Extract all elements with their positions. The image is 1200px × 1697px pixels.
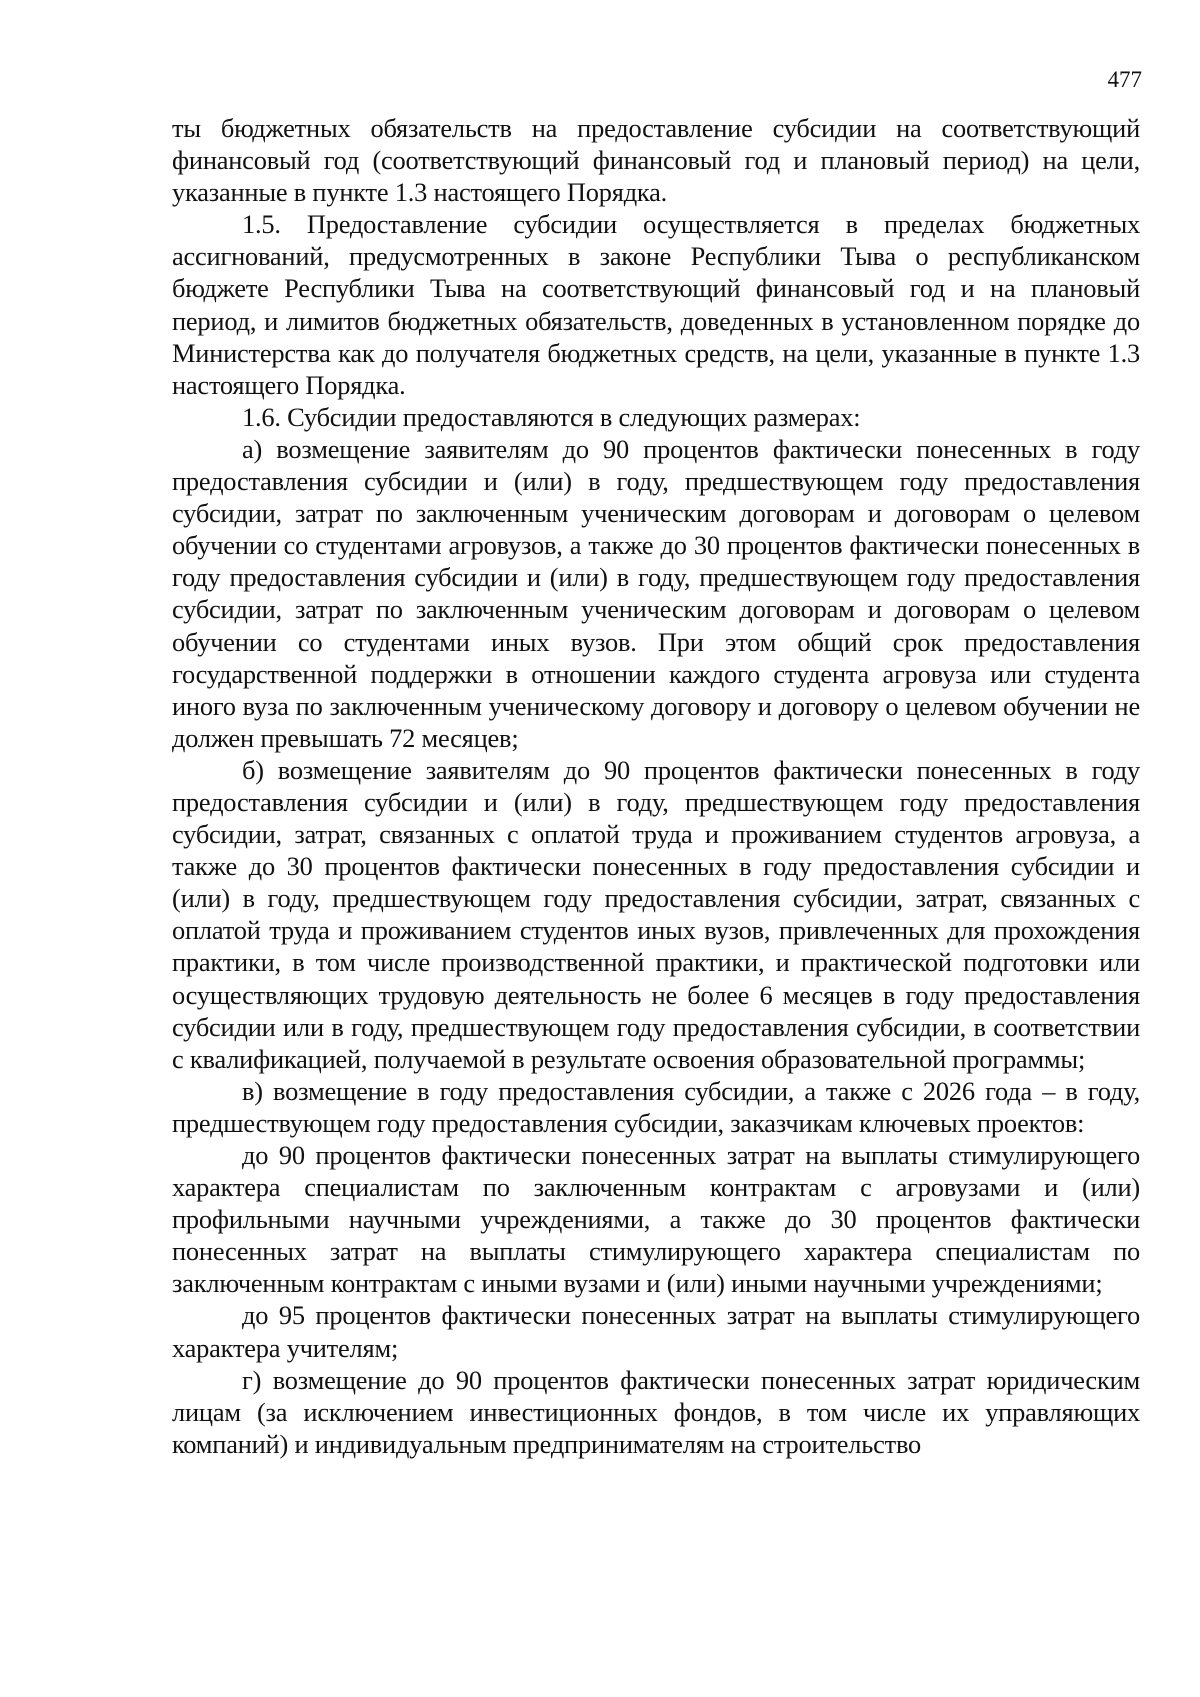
paragraph-item-g: г) возмещение до 90 процентов фактически понесенных затрат юридическим лицам (за исключением инвестиционных фондов, в том числе их управляющих компаний) и индивидуальным предпринимателям на строительство xyxy=(172,1364,1140,1459)
paragraph-subitem-95-percent: до 95 процентов фактически понесенных затрат на выплаты стимулирующего характера учителям; xyxy=(172,1300,1140,1363)
paragraph-continuation: ты бюджетных обязательств на предоставление субсидии на соответствующий финансовый год (соответствующий финансовый год и плановый период) на цели, указанные в пункте 1.3 настоящего Порядка. xyxy=(172,113,1140,208)
paragraph-1-6: 1.6. Субсидии предоставляются в следующих размерах: xyxy=(242,401,861,432)
paragraph-item-a: а) возмещение заявителям до 90 процентов фактически понесенных в году предоставления субсидии и (или) в году, предшествующем году предоставления субсидии, затрат по заключенным ученическим договорам и договорам о целевом обучении со студентами агровузов, а также до 30 процентов фактически понесенных в году предоставления субсидии и (или) в году, предшествующем году предоставления субсидии, затрат по заключенным ученическим договорам и договорам о целевом обучении со студентами иных вузов. При этом общий срок предоставления государственной поддержки в отношении каждого студента агровуза или студента иного вуза по заключенным ученическому договору и договору о целевом обучении не должен превышать 72 месяцев; xyxy=(172,433,1140,753)
paragraph-subitem-90-percent: до 90 процентов фактически понесенных затрат на выплаты стимулирующего характера специалистам по заключенным контрактам с агровузами и (или) профильными научными учреждениями, а также до 30 процентов фактически понесенных затрат на выплаты стимулирующего характера специалистам по заключенным контрактам с иными вузами и (или) иными научными учреждениями; xyxy=(172,1140,1140,1299)
document-body xyxy=(172,112,1140,1460)
paragraph-item-v: в) возмещение в году предоставления субсидии, а также с 2026 года – в году, предшествующем году предоставления субсидии, заказчикам ключевых проектов: xyxy=(172,1075,1140,1138)
paragraph-1-5: 1.5. Предоставление субсидии осуществляется в пределах бюджетных ассигнований, предусмотренных в законе Республики Тыва о республиканском бюджете Республики Тыва на соответствующий финансовый год и на плановый период, и лимитов бюджетных обязательств, доведенных в установленном порядке до Министерства как до получателя бюджетных средств, на цели, указанные в пункте 1.3 настоящего Порядка. xyxy=(172,209,1140,400)
page-number: 477 xyxy=(1107,67,1142,92)
paragraph-item-b: б) возмещение заявителям до 90 процентов фактически понесенных в году предоставления субсидии и (или) в году, предшествующем году предоставления субсидии, затрат, связанных с оплатой труда и проживанием студентов агровуза, а также до 30 процентов фактически понесенных в году предоставления субсидии и (или) в году, предшествующем году предоставления субсидии, затрат, связанных с оплатой труда и проживанием студентов иных вузов, привлеченных для прохождения практики, в том числе производственной практики, и практической подготовки или осуществляющих трудовую деятельность не более 6 месяцев в году предоставления субсидии или в году, предшествующем году предоставления субсидии, в соответствии с квалификацией, получаемой в результате освоения образовательной программы; xyxy=(172,754,1140,1074)
